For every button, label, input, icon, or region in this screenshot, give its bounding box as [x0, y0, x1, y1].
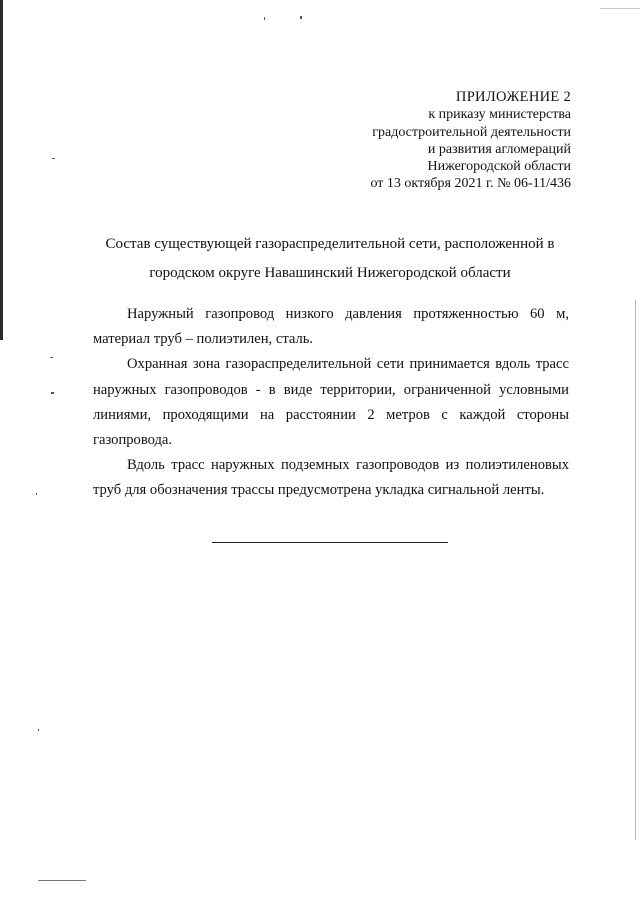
- scan-speck: [300, 16, 302, 19]
- scan-speck: [264, 17, 265, 20]
- paragraph-pipeline: Наружный газопровод низкого давления протяженностью 60 м, материал труб – полиэтилен, сталь.: [93, 306, 569, 348]
- appendix-header: [370, 89, 571, 193]
- document-title: [60, 230, 600, 288]
- document-title-line: Состав существующей газораспределительной сети, расположенной в: [105, 236, 555, 252]
- appendix-line: Нижегородской области: [427, 159, 571, 175]
- paragraph-signal-tape: Вдоль трасс наружных подземных газопроводов из полиэтиленовых труб для обозначения трассы предусмотрена укладка сигнальной ленты.: [93, 457, 569, 499]
- appendix-line: градостроительной деятельности: [372, 124, 571, 140]
- scan-speck: [52, 158, 55, 159]
- appendix-date-number: от 13 октября 2021 г. № 06-11/436: [370, 176, 571, 192]
- document-body: [93, 302, 569, 504]
- scan-speck: [36, 493, 37, 495]
- appendix-line: и развития агломераций: [427, 141, 571, 157]
- scan-edge-bottom: [38, 880, 86, 881]
- scan-speck: [51, 392, 54, 394]
- paragraph-protection-zone: Охранная зона газораспределительной сети принимается вдоль трасс наружных газопроводов - в виде территории, ограниченной условными линиями, проходящими на расстоянии 2 метров с каждой стороны газопровода.: [93, 356, 569, 449]
- appendix-line: к приказу министерства: [428, 107, 571, 123]
- scan-speck: [50, 357, 53, 358]
- scan-edge-left: [0, 0, 3, 340]
- scan-edge-top: [600, 8, 640, 9]
- scan-speck: [38, 729, 39, 731]
- scan-edge-right: [635, 300, 636, 840]
- end-divider: [212, 542, 448, 543]
- document-title-line: городском округе Навашинский Нижегородской области: [149, 265, 511, 281]
- appendix-title: ПРИЛОЖЕНИЕ 2: [455, 89, 571, 105]
